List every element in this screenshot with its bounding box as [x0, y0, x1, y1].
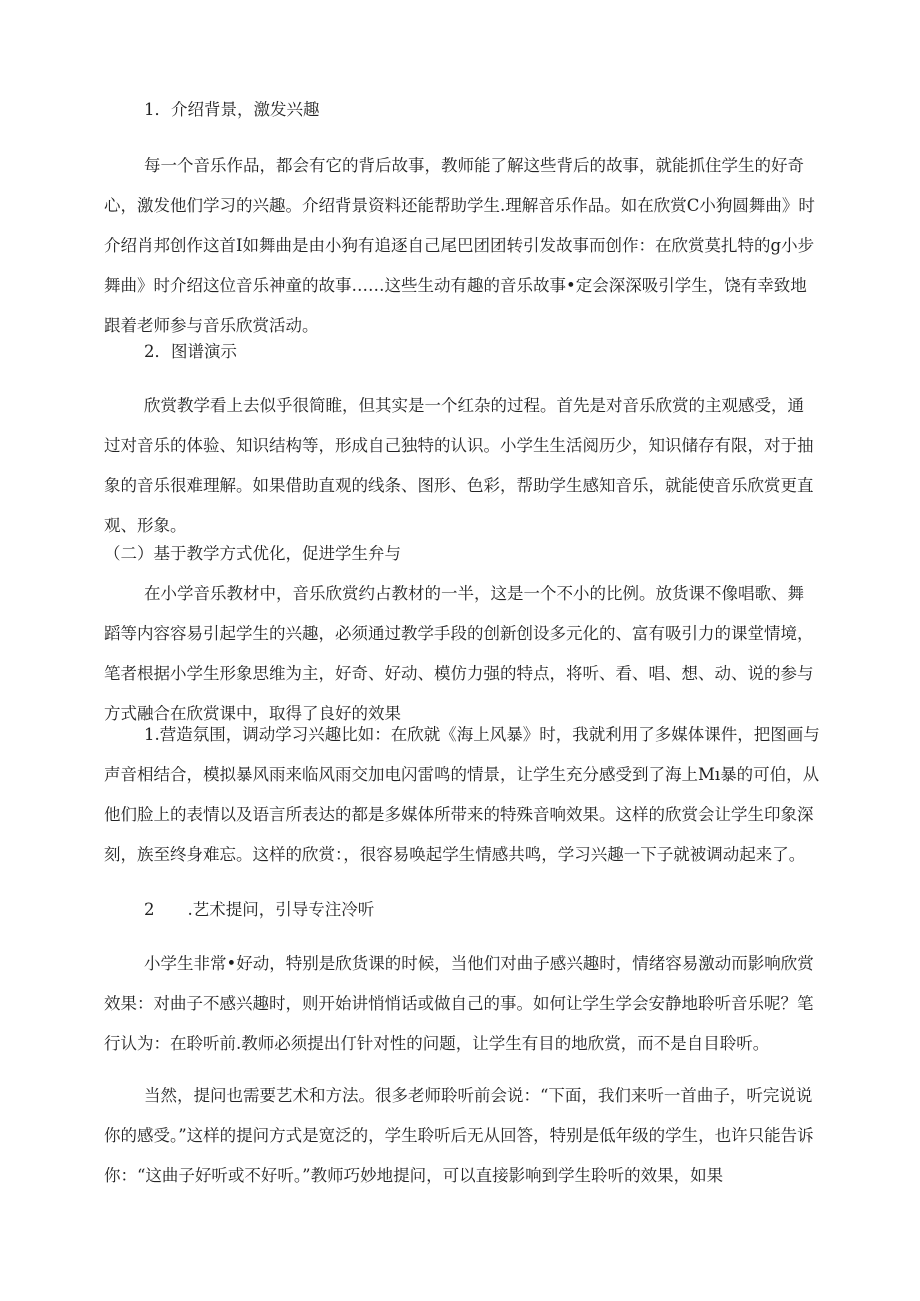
paragraph-background-story: 每一个音乐作品，都会有它的背后故事，教师能了解这些背后的故事，就能抓住学生的好奇心，激发他们学习的兴趣。介绍背景资料还能帮助学生.理解音乐作品。如在欣赏C小狗圆舞曲》时介绍肖邦创作这首I如舞曲是由小狗有追逐自己尾巴团团转引发故事而创作：在欣赏莫扎特的g小步舞曲》时介绍这位音乐神童的故事……这些生动有趣的音乐故事•定会深深吸引学生，饶有幸致地跟着老师参与音乐欣赏活动。 — [104, 156, 815, 335]
heading-art-questioning: 2 .艺术提问，引导专注冷听 — [144, 900, 375, 919]
heading-intro-background: 1．介绍背景，激发兴趣 — [144, 100, 320, 119]
heading-score-demo: 2．图谱演示 — [144, 342, 237, 361]
paragraph-questioning-method: 当然，提问也需要艺术和方法。很多老师聆听前会说：“下面，我们来听一首曲子，听完说说你的感受。”这样的提问方式是宽泛的，学生聆听后无从回答，特别是低年级的学生，也许只能告诉你：“这曲子好听或不好听。”教师巧妙地提问，可以直接影响到学生聆听的效果，如果 — [104, 1086, 814, 1185]
paragraph-quiet-listening: 小学生非常•好动，特别是欣货课的时候，当他们对曲子感兴趣时，情绪容易激动而影响欣赏效果：对曲子不感兴趣时，则开始讲悄悄话或做自己的事。如何让学生学会安静地聆听音乐呢？笔行认为：在聆听前.教师必须提出仃针对性的问题，让学生有目的地欣赏，而不是自目聆听。 — [104, 954, 814, 1053]
subheading-teaching-method: （二）基于教学方式优化，促进学生弁与 — [104, 544, 401, 563]
paragraph-teaching-method: 在小学音乐教材中，音乐欣赏约占教材的一半，这是一个不小的比例。放货课不像唱歌、舞蹈等内容容易引起学生的兴趣，必须通过教学手段的创新创设多元化的、富有吸引力的课堂情境，笔者根据小学生形象思维为主，好奇、好动、模仿力强的特点，将听、看、唱、想、动、说的参与方式融合在欣赏课中，取得了良好的效果 — [104, 584, 814, 723]
paragraph-score-demo: 欣赏教学看上去似乎很简睢，但其实是一个红杂的过程。首先是对音乐欣赏的主观感受，通过对音乐的体验、知识结构等，形成自己独特的认识。小学生生活阅历少，知识储存有限，对于抽象的音乐很难理解。如果借助直观的线条、图形、色彩，帮助学生感知音乐，就能使音乐欣赏更直观、形象。 — [104, 396, 814, 535]
paragraph-atmosphere: 1.营造氛围，调动学习兴趣比如：在欣就《海上风暴》时，我就利用了多媒体课件，把图画与声音相结合，模拟暴风雨来临风雨交加电闪雷鸣的情景，让学生充分感受到了海上Mı暴的可伯，从他们脸上的表情以及语言所表达的都是多媒体所带来的特殊音响效果。这样的欣赏会让学生印象深刻，族至终身难忘。这样的欣赏：，很容易唤起学生情感共鸣，学习兴趣一下子就被调动起来了。 — [104, 725, 820, 864]
